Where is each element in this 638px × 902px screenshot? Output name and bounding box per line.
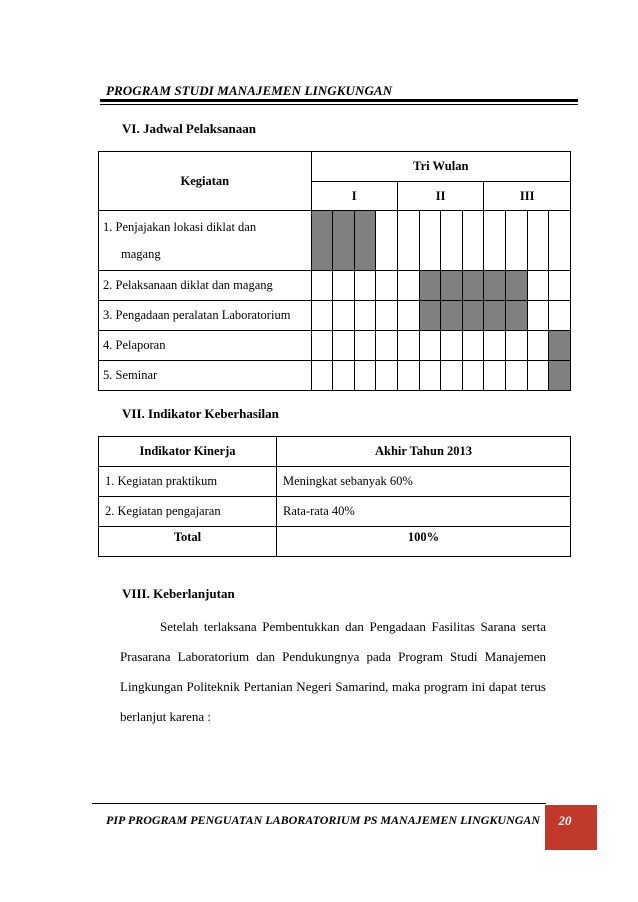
activity-label: 1. Penjajakan lokasi diklat dan magang xyxy=(99,211,312,271)
quarter-header: II xyxy=(397,182,483,211)
week-cell xyxy=(376,361,398,391)
triwulan-header: Tri Wulan xyxy=(311,152,570,182)
week-cell xyxy=(462,361,484,391)
week-cell xyxy=(484,331,506,361)
week-cell xyxy=(527,211,549,271)
activity-label: 3. Pengadaan peralatan Laboratorium xyxy=(99,301,312,331)
week-cell-filled xyxy=(549,361,571,391)
total-row xyxy=(99,527,571,557)
header-rule xyxy=(100,99,578,102)
week-cell xyxy=(333,271,355,301)
week-cell-filled xyxy=(505,271,527,301)
week-cell-filled xyxy=(462,301,484,331)
week-cell xyxy=(505,211,527,271)
week-cell-filled xyxy=(419,271,441,301)
week-cell-filled xyxy=(441,301,463,331)
week-cell xyxy=(333,361,355,391)
week-cell xyxy=(311,271,333,301)
week-cell xyxy=(484,211,506,271)
week-cell-filled xyxy=(462,271,484,301)
week-cell xyxy=(527,331,549,361)
week-cell xyxy=(354,271,376,301)
week-cell xyxy=(505,361,527,391)
section-heading-jadwal: VI. Jadwal Pelaksanaan xyxy=(122,121,256,136)
indicator-cell: 2. Kegiatan pengajaran xyxy=(99,497,277,527)
week-cell xyxy=(441,331,463,361)
kegiatan-header: Kegiatan xyxy=(99,152,312,211)
target-cell: Meningkat sebanyak 60% xyxy=(277,467,571,497)
section-heading-indikator: VII. Indikator Keberhasilan xyxy=(122,406,279,421)
section-heading-keberlanjutan: VIII. Keberlanjutan xyxy=(122,586,235,601)
week-cell xyxy=(354,361,376,391)
week-cell-filled xyxy=(419,301,441,331)
week-cell xyxy=(376,271,398,301)
week-cell xyxy=(505,331,527,361)
total-value: 100% xyxy=(277,527,571,557)
week-cell-filled xyxy=(505,301,527,331)
body-paragraph: Setelah terlaksana Pembentukkan dan Pengadaan Fasilitas Sarana serta Prasarana Laboratorium dan Pendukungnya pada Program Studi Manajemen Lingkungan Politeknik Pertanian Negeri Samarind, maka program ini dapat terus berlanjut karena : xyxy=(120,619,546,724)
week-cell xyxy=(376,331,398,361)
target-cell: Rata-rata 40% xyxy=(277,497,571,527)
week-cell-filled xyxy=(549,331,571,361)
week-cell xyxy=(462,211,484,271)
table-row xyxy=(99,467,571,497)
activity-label: 2. Pelaksanaan diklat dan magang xyxy=(99,271,312,301)
week-cell xyxy=(527,361,549,391)
week-cell xyxy=(549,271,571,301)
activity-label: 5. Seminar xyxy=(99,361,312,391)
week-cell xyxy=(419,361,441,391)
week-cell xyxy=(333,331,355,361)
week-cell xyxy=(549,301,571,331)
week-cell xyxy=(376,301,398,331)
schedule-row xyxy=(99,331,571,361)
week-cell xyxy=(527,301,549,331)
page-number: 20 xyxy=(558,813,572,828)
week-cell-filled xyxy=(311,211,333,271)
week-cell-filled xyxy=(441,271,463,301)
week-cell xyxy=(397,361,419,391)
indicator-cell: 1. Kegiatan praktikum xyxy=(99,467,277,497)
total-label: Total xyxy=(99,527,277,557)
week-cell xyxy=(397,211,419,271)
activity-label: 4. Pelaporan xyxy=(99,331,312,361)
week-cell xyxy=(484,361,506,391)
week-cell xyxy=(333,301,355,331)
week-cell xyxy=(549,211,571,271)
page-number-box xyxy=(545,805,597,850)
schedule-table xyxy=(98,151,571,391)
week-cell-filled xyxy=(333,211,355,271)
table-row xyxy=(99,497,571,527)
week-cell xyxy=(376,211,398,271)
week-cell xyxy=(397,301,419,331)
week-cell-filled xyxy=(484,301,506,331)
quarter-header: I xyxy=(311,182,397,211)
quarter-header: III xyxy=(484,182,571,211)
indicator-header: Indikator Kinerja xyxy=(99,437,277,467)
week-cell xyxy=(354,331,376,361)
week-cell xyxy=(311,301,333,331)
indicator-table xyxy=(98,436,571,557)
week-cell xyxy=(527,271,549,301)
running-header-title: PROGRAM STUDI MANAJEMEN LINGKUNGAN xyxy=(106,83,393,98)
week-cell-filled xyxy=(354,211,376,271)
week-cell xyxy=(354,301,376,331)
week-cell xyxy=(311,331,333,361)
week-cell xyxy=(397,331,419,361)
schedule-row xyxy=(99,271,571,301)
week-cell xyxy=(419,331,441,361)
target-header: Akhir Tahun 2013 xyxy=(277,437,571,467)
header-rule-thin xyxy=(100,104,578,105)
week-cell xyxy=(441,361,463,391)
week-cell xyxy=(419,211,441,271)
week-cell xyxy=(397,271,419,301)
week-cell xyxy=(462,331,484,361)
week-cell-filled xyxy=(484,271,506,301)
schedule-row xyxy=(99,361,571,391)
footer-rule xyxy=(92,803,546,804)
week-cell xyxy=(311,361,333,391)
running-footer-title: PIP PROGRAM PENGUATAN LABORATORIUM PS MANAJEMEN LINGKUNGAN xyxy=(106,813,541,827)
week-cell xyxy=(441,211,463,271)
schedule-row xyxy=(99,301,571,331)
schedule-row xyxy=(99,211,571,271)
